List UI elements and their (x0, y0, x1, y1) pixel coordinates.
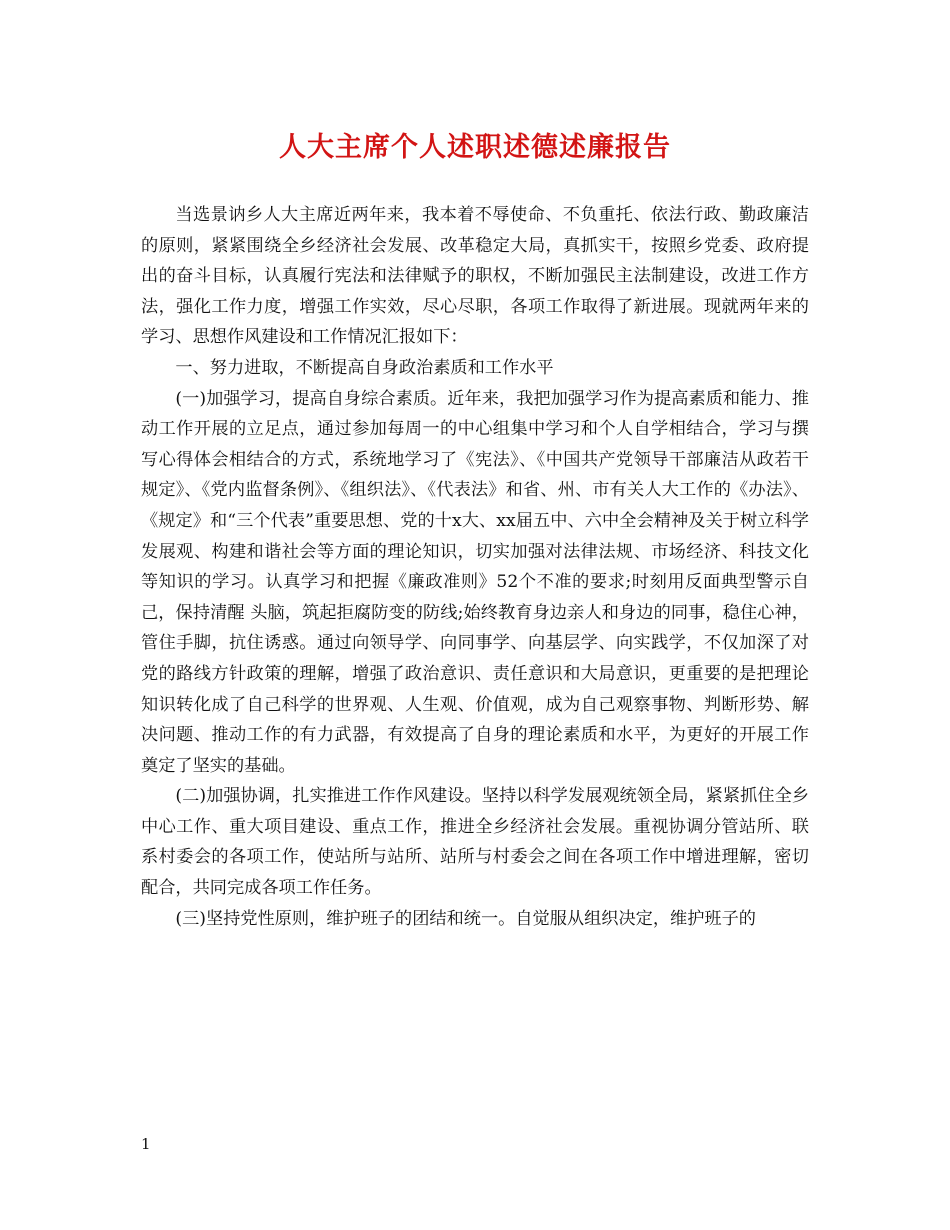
document-title: 人大主席个人述职述德述廉报告 (279, 132, 671, 163)
paragraph-study: (一)加强学习，提高自身综合素质。近年来，我把加强学习作为提高素质和能力、推动工作开展的立足点，通过参加每周一的中心组集中学习和个人自学相结合，学习与撰写心得体会相结合的方式，系统地学习了《宪法》、《中国共产党领导干部廉洁从政若干规定》、《党内监督条例》、《组织法》、《代表法》和省、州、市有关人大工作的《办法》、《规定》和“三个代表”重要思想、党的十x大、xx届五中、六中全会精神及关于树立科学发展观、构建和谐社会等方面的理论知识，切实加强对法律法规、市场经济、科技文化等知识的学习。认真学习和把握《廉政准则》52个不准的要求;时刻用反面典型警示自己，保持清醒 头脑，筑起拒腐防变的防线;始终教育身边亲人和身边的同事，稳住心神，管住手脚，抗住诱惑。通过向领导学、向同事学、向基层学、向实践学，不仅加深了对党的路线方针政策的理解，增强了政治意识、责任意识和大局意识，更重要的是把理论知识转化成了自己科学的世界观、人生观、价值观，成为自己观察事物、判断形势、解决问题、推动工作的有力武器，有效提高了自身的理论素质和水平，为更好的开展工作奠定了坚实的基础。 (141, 388, 809, 776)
section-heading-1: 一、努力进取，不断提高自身政治素质和工作水平 (175, 357, 554, 378)
paragraph-coordination: (二)加强协调，扎实推进工作作风建设。坚持以科学发展观统领全局，紧紧抓住全乡中心工作、重大项目建设、重点工作，推进全乡经济社会发展。重视协调分管站所、联系村委会的各项工作，使站所与站所、站所与村委会之间在各项工作中增进理解，密切配合，共同完成各项工作任务。 (141, 786, 809, 899)
page-number: 1 (141, 1135, 151, 1153)
document-body (141, 200, 809, 934)
paragraph-intro: 当选景讷乡人大主席近两年来，我本着不辱使命、不负重托、依法行政、勤政廉洁的原则，紧紧围绕全乡经济社会发展、改革稳定大局，真抓实干，按照乡党委、政府提出的奋斗目标，认真履行宪法和法律赋予的职权，不断加强民主法制建设，改进工作方法，强化工作力度，增强工作实效，尽心尽职，各项工作取得了新进展。现就两年来的学习、思想作风建设和工作情况汇报如下： (141, 205, 809, 348)
paragraph-party-principle: (三)坚持党性原则，维护班子的团结和统一。自觉服从组织决定，维护班子的 (175, 908, 756, 929)
